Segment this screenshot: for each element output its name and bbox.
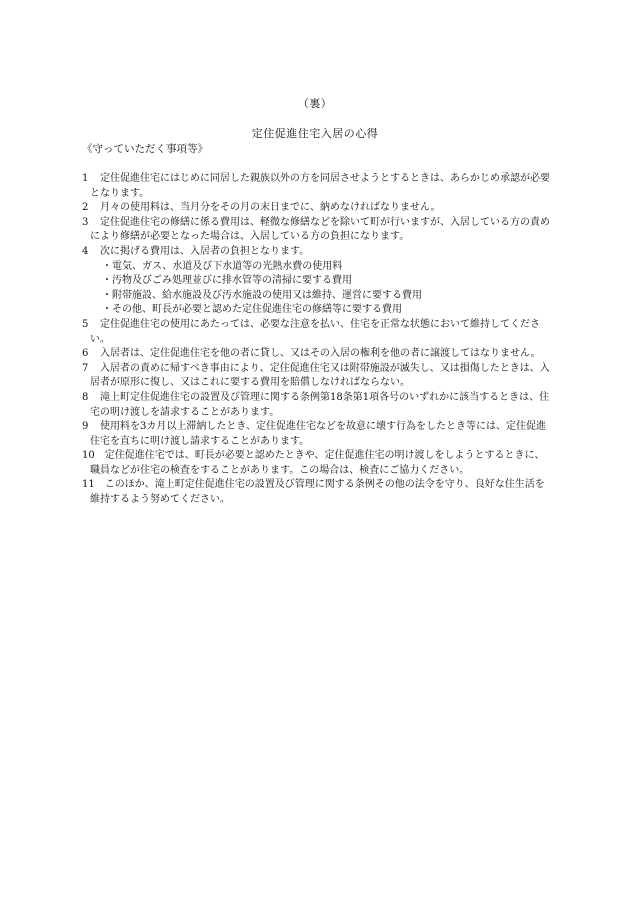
list-item xyxy=(82,347,552,362)
item-number: 11 xyxy=(82,479,95,491)
item-text: 滝上町定住促進住宅の設置及び管理に関する条例第18条第1項各号のいずれかに該当するときは、住宅の明け渡しを請求することがあります。 xyxy=(90,391,550,418)
item-number: 3 xyxy=(82,216,89,228)
list-item xyxy=(82,362,552,391)
list-item xyxy=(82,391,552,420)
document-title: 定住促進住宅入居の心得 xyxy=(251,127,379,140)
list-item xyxy=(82,478,552,507)
item-number: 1 xyxy=(82,173,89,184)
item-number: 6 xyxy=(82,348,89,360)
sub-list-item: ・その他、町長が必要と認めた定住促進住宅の修繕等に要する費用 xyxy=(102,304,402,316)
list-item xyxy=(82,245,552,260)
item-number: 7 xyxy=(82,362,89,374)
item-text: 入居者は、定住促進住宅を他の者に貸し、又はその入居の権利を他の者に譲渡してはなりません。 xyxy=(90,348,541,360)
item-number: 9 xyxy=(82,421,89,433)
item-number: 8 xyxy=(82,391,89,403)
item-text: 定住促進住宅では、町長が必要と認めたときや、定住促進住宅の明け渡しをしようとするときに、職員などが住宅の検査をすることがあります。この場合は、検査にご協力ください。 xyxy=(90,450,545,476)
item-number: 4 xyxy=(82,245,89,257)
sub-list-item: ・汚物及びごみ処理並びに排水管等の清掃に要する費用 xyxy=(102,275,352,287)
page-side-label: （裏） xyxy=(297,97,333,110)
list-item xyxy=(82,318,552,347)
item-text: 定住促進住宅の使用にあたっては、必要な注意を払い、住宅を正常な状態において維持してください。 xyxy=(90,318,540,345)
list-item xyxy=(82,449,552,478)
item-text: 月々の使用料は、当月分をその月の末日までに、納めなければなりません。 xyxy=(90,202,441,214)
sub-list-item: ・電気、ガス、水道及び下水道等の光熱水費の使用料 xyxy=(102,260,343,272)
sub-list-item: ・附帯施設、給水施設及び汚水施設の使用又は維持、運営に要する費用 xyxy=(102,289,422,301)
item-number: 2 xyxy=(82,202,89,214)
item-text: 定住促進住宅にはじめに同居した親族以外の方を同居させようとするときは、あらかじめ承認が必要となります。 xyxy=(90,173,550,199)
list-item xyxy=(82,172,552,201)
item-text: 使用料を3カ月以上滞納したとき、定住促進住宅などを故意に壊す行為をしたとき等には、定住促進住宅を直ちに明け渡し請求することがあります。 xyxy=(90,421,546,447)
item-text: 入居者の責めに帰すべき事由により、定住促進住宅又は附帯施設が滅失し、又は損傷したときは、入居者が原形に復し、又はこれに要する費用を賠償しなければならない。 xyxy=(90,362,550,389)
list-item xyxy=(82,420,552,449)
list-item xyxy=(82,216,552,245)
rules-list xyxy=(82,172,552,508)
section-heading: 《守っていただく事項等》 xyxy=(82,143,208,155)
item-number: 5 xyxy=(82,318,89,330)
list-item xyxy=(82,201,552,216)
item-number: 10 xyxy=(82,450,95,462)
item-text: 定住促進住宅の修繕に係る費用は、軽微な修繕などを除いて町が行いますが、入居している方の責めにより修繕が必要となった場合は、入居している方の負担になります。 xyxy=(90,216,550,243)
item-text: 次に掲げる費用は、入居者の負担となります。 xyxy=(90,245,310,257)
item-text: このほか、滝上町定住促進住宅の設置及び管理に関する条例その他の法令を守り、良好な住生活を維持するよう努めてください。 xyxy=(90,479,545,506)
